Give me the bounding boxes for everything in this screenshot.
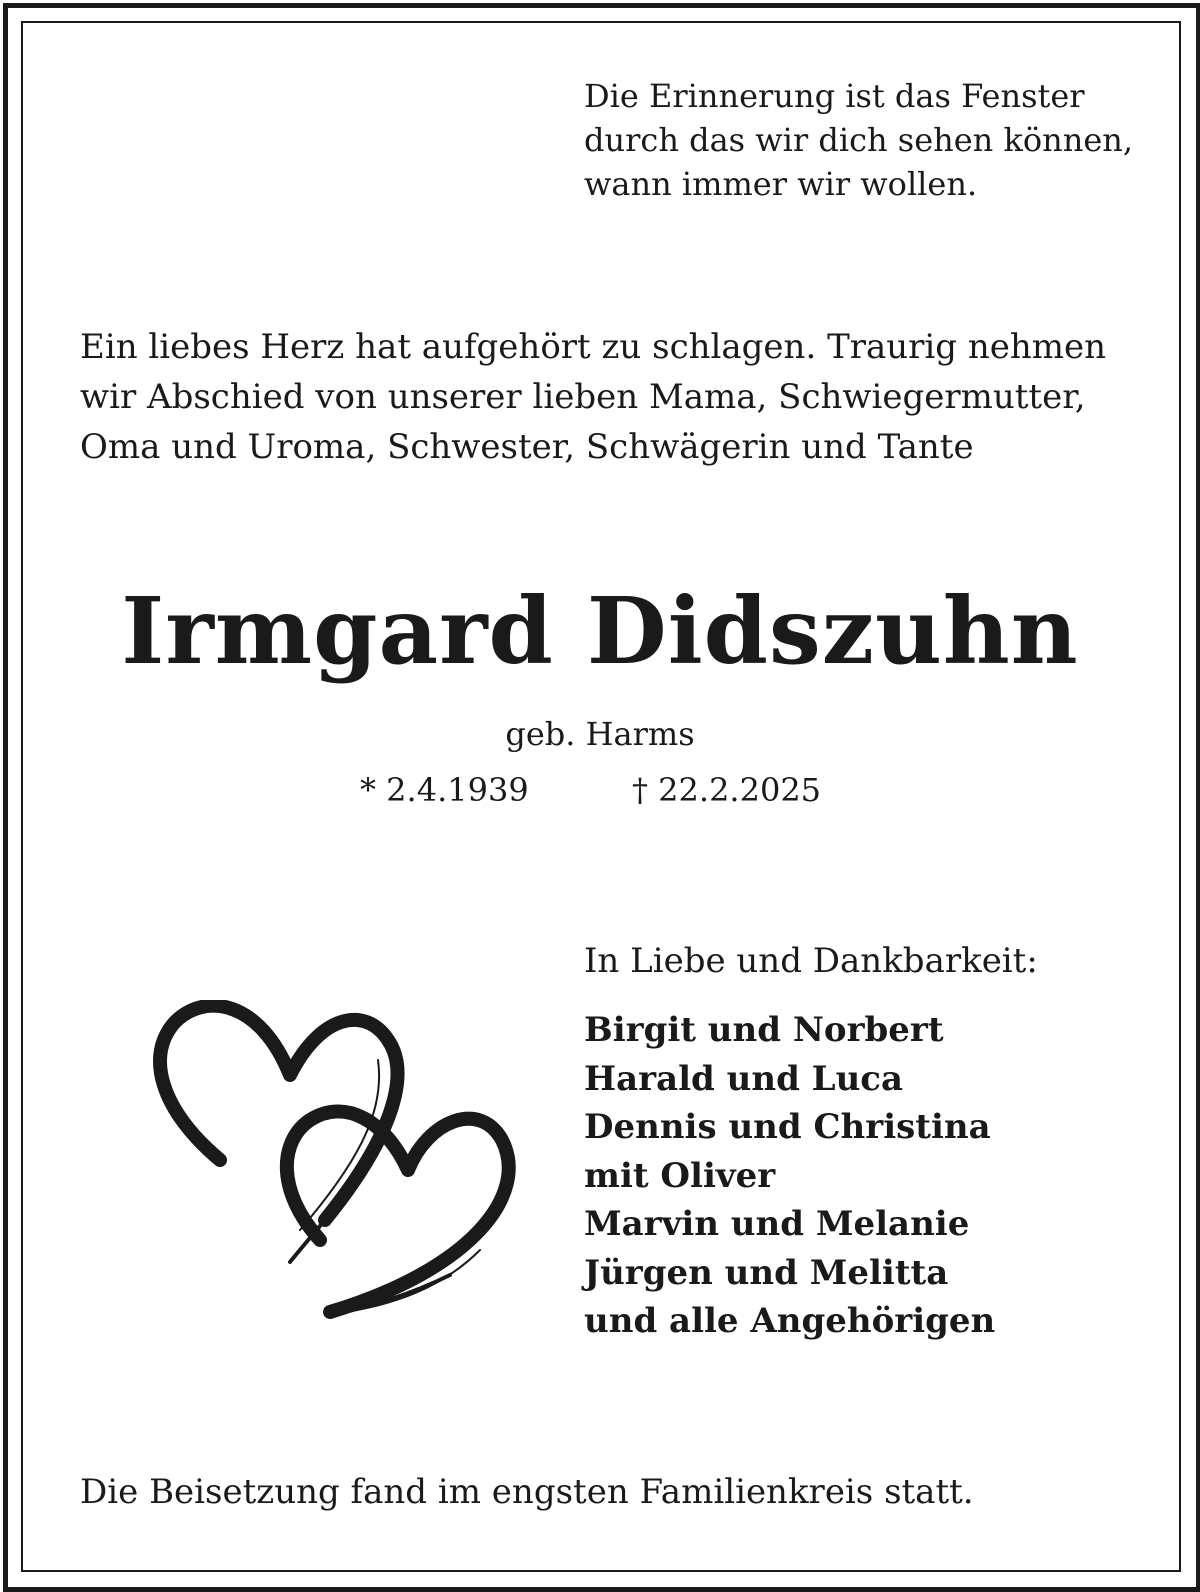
intro-text [80, 322, 1160, 472]
intro-line: wir Abschied von unserer lieben Mama, Schwiegermutter, [80, 377, 1086, 417]
death-date: † 22.2.2025 [632, 771, 822, 809]
memorial-quote [584, 74, 1144, 206]
mourner-entry: Birgit und Norbert [584, 1010, 944, 1050]
quote-line: durch das wir dich sehen können, [584, 121, 1134, 159]
deceased-name: Irmgard Didszuhn [121, 577, 1079, 685]
mourner-entry: Harald und Luca [584, 1058, 904, 1099]
mourner-entry: Dennis und Christina [584, 1107, 991, 1147]
quote-line: wann immer wir wollen. [584, 165, 978, 203]
intro-line: Oma und Uroma, Schwester, Schwägerin und Tante [80, 427, 974, 467]
two-hearts-icon [150, 1000, 530, 1340]
thanks-heading: In Liebe und Dankbarkeit: [584, 941, 1038, 981]
mourner-entry: mit Oliver [584, 1155, 776, 1196]
maiden-name: geb. Harms [505, 715, 695, 753]
birth-date: * 2.4.1939 [360, 771, 529, 809]
quote-line: Die Erinnerung ist das Fenster [584, 77, 1085, 115]
intro-line: Ein liebes Herz hat aufgehört zu schlagen. Traurig nehmen [80, 327, 1107, 367]
mourner-entry: und alle Angehörigen [584, 1301, 996, 1341]
funeral-note: Die Beisetzung fand im engsten Familienkreis statt. [80, 1472, 974, 1512]
mourner-entry: Jürgen und Melitta [584, 1252, 949, 1293]
mourner-entry: Marvin und Melanie [584, 1204, 970, 1244]
mourners-list [584, 1006, 995, 1346]
